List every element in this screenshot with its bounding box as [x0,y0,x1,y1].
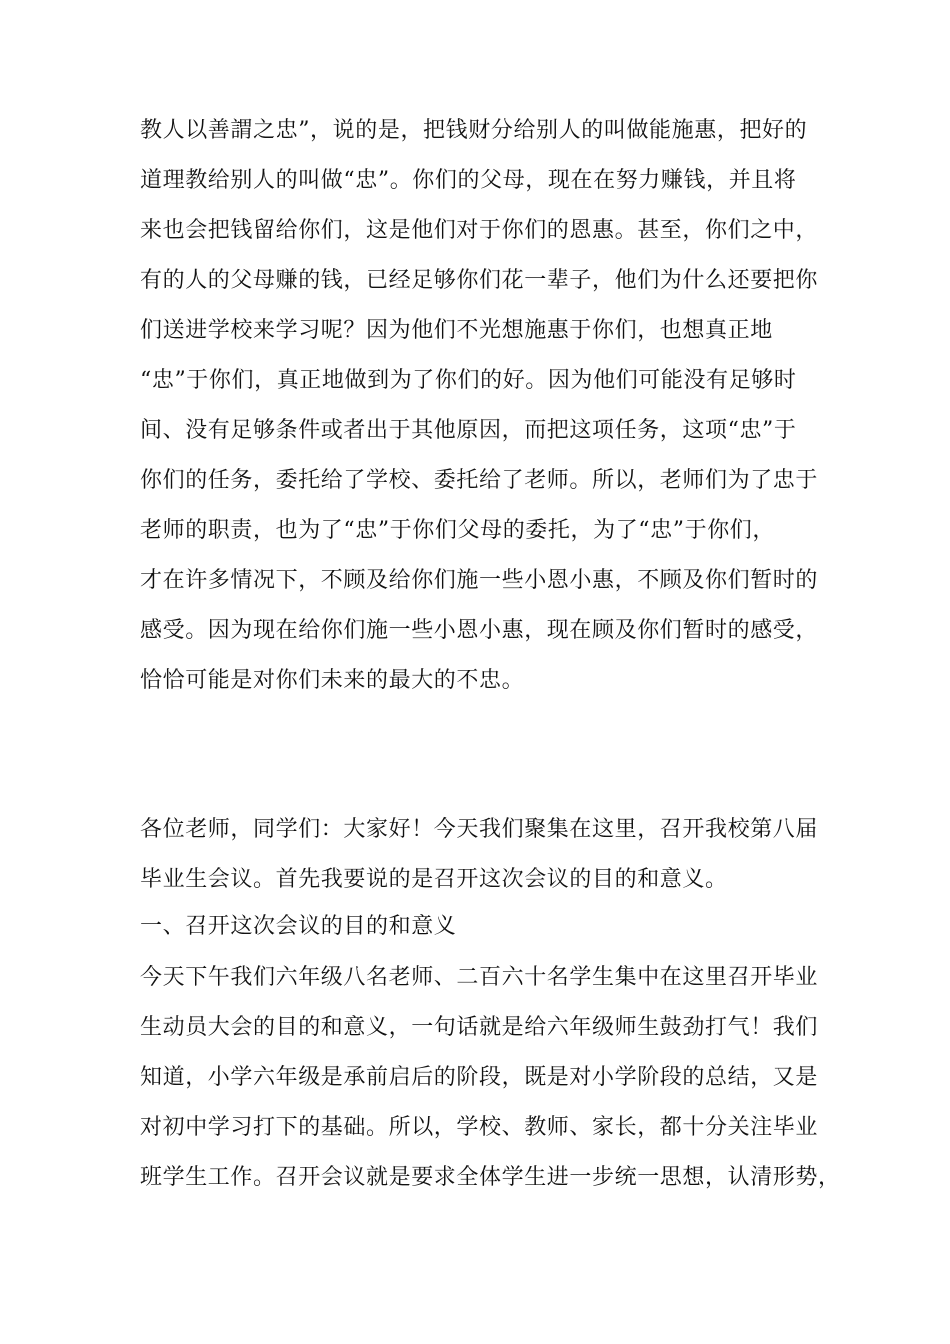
text-line: “忠”于你们，真正地做到为了你们的好。因为他们可能没有足够时 [140,368,797,393]
text-line: 班学生工作。召开会议就是要求全体学生进一步统一思想，认清形势， [140,1165,841,1190]
text-line: 们送进学校来学习呢？因为他们不光想施惠于你们，也想真正地 [140,318,773,343]
text-line: 你们的任务，委托给了学校、委托给了老师。所以，老师们为了忠于 [140,468,819,493]
text-line: 对初中学习打下的基础。所以，学校、教师、家长，都十分关注毕业 [140,1115,819,1140]
text-line: 道理教给别人的叫做“忠”。你们的父母，现在在努力赚钱，并且将 [140,168,797,193]
text-line: 今天下午我们六年级八名老师、二百六十名学生集中在这里召开毕业 [140,965,819,990]
text-line: 恰恰可能是对你们未来的最大的不忠。 [140,668,525,693]
text-line: 教人以善謂之忠”，说的是，把钱财分给别人的叫做能施惠，把好的 [140,118,808,143]
text-line: 生动员大会的目的和意义，一句话就是给六年级师生鼓劲打气！我们 [140,1015,819,1040]
text-line: 来也会把钱留给你们，这是他们对于你们的恩惠。甚至，你们之中， [140,218,819,243]
text-line: 知道，小学六年级是承前启后的阶段，既是对小学阶段的总结，又是 [140,1065,819,1090]
text-line: 有的人的父母赚的钱，已经足够你们花一辈子，他们为什么还要把你 [140,268,819,293]
text-line: 间、没有足够条件或者出于其他原因，而把这项任务，这项“忠”于 [140,418,797,443]
text-line: 感受。因为现在给你们施一些小恩小惠，现在顾及你们暂时的感受， [140,618,819,643]
text-line: 才在许多情况下，不顾及给你们施一些小恩小惠，不顾及你们暂时的 [140,568,819,593]
text-line: 各位老师，同学们：大家好！今天我们聚集在这里，召开我校第八届 [140,817,819,842]
text-line: 老师的职责，也为了“忠”于你们父母的委托，为了“忠”于你们， [140,518,775,543]
text-line: 毕业生会议。首先我要说的是召开这次会议的目的和意义。 [140,867,728,892]
section-heading: 一、召开这次会议的目的和意义 [140,914,457,939]
